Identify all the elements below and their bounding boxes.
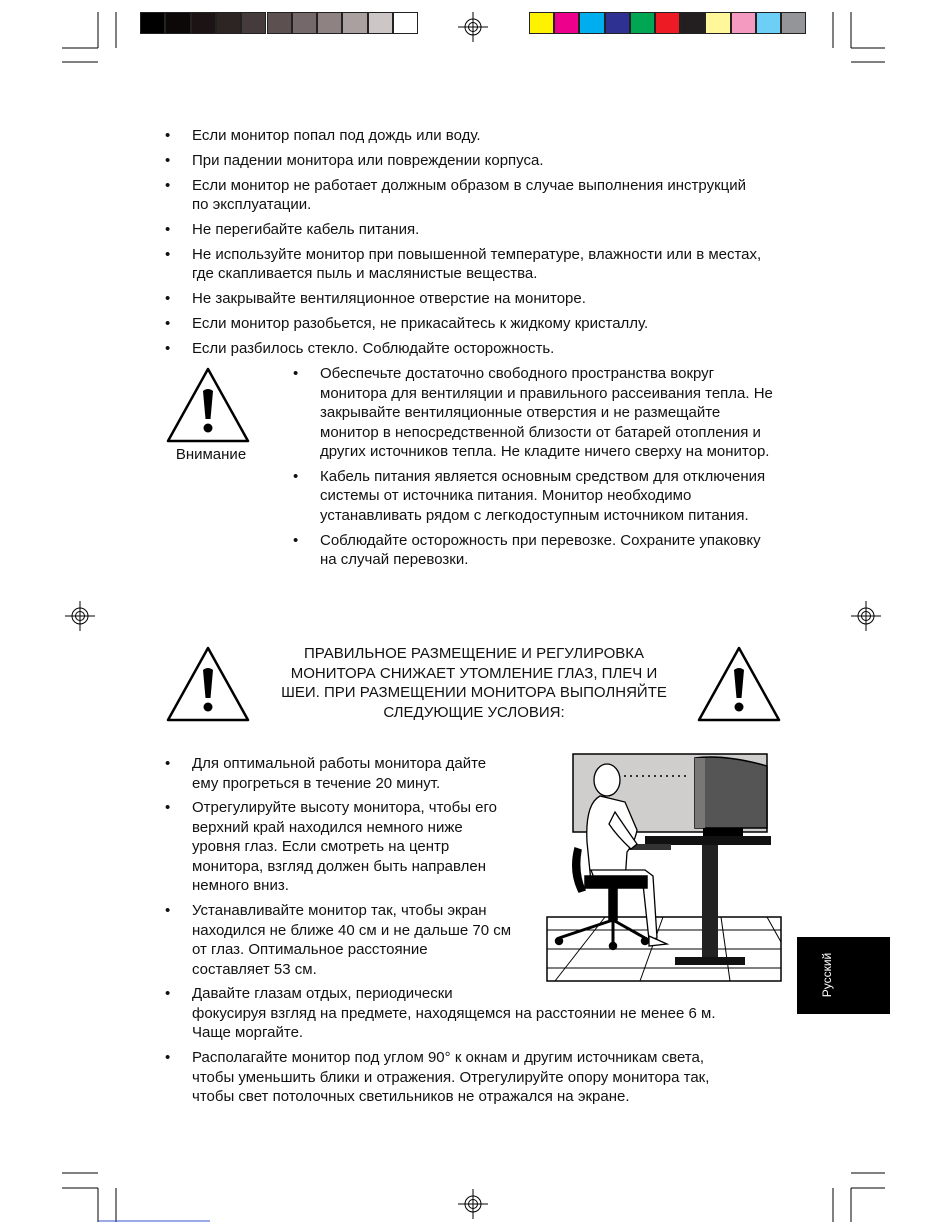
list-item: • Если монитор не работает должным образом в случае выполнения инструкций по эксплуатации. [165,176,765,215]
list-item [165,798,785,896]
language-side-tab-label: Русский [820,952,834,998]
list-item-line: Чаще моргайте. [192,1024,304,1042]
bottom-bullet-list [165,754,785,1112]
caution-bullet-list [293,364,779,575]
color-swatch [781,12,806,34]
list-item-line: • Устанавливайте монитор так, чтобы экран [192,902,487,920]
color-swatch [705,12,730,34]
list-item: • Если монитор попал под дождь или воду. [165,126,765,146]
list-item [165,1048,785,1107]
list-item-line: ему прогреться в течение 20 минут. [192,774,441,792]
warning-line: МОНИТОРА СНИЖАЕТ УТОМЛЕНИЕ ГЛАЗ, ПЛЕЧ И [290,664,658,682]
warning-heading [258,644,690,722]
color-swatch [680,12,705,34]
color-swatch [368,12,393,34]
list-item-line: • Располагайте монитор под углом 90° к окнам и другим источникам света, [192,1049,704,1067]
warning-line: ШЕИ. ПРИ РАЗМЕЩЕНИИ МОНИТОРА ВЫПОЛНЯЙТЕ [281,684,667,701]
list-item: • Не перегибайте кабель питания. [165,220,765,240]
list-item-line: фокусируя взгляд на предмете, находящемся на расстоянии не менее 6 м. [192,1004,716,1022]
list-item-line: монитора, взгляд должен быть направлен [192,857,487,875]
warning-line: ПРАВИЛЬНОЕ РАЗМЕЩЕНИЕ И РЕГУЛИРОВКА [303,645,644,662]
color-swatch [605,12,630,34]
language-side-tab [797,937,890,1014]
color-swatch [342,12,367,34]
list-item-line: верхний край находился немного ниже [192,818,463,836]
list-item-line: чтобы свет потолочных светильников не отражался на экране. [192,1088,630,1106]
list-item: • Соблюдайте осторожность при перевозке. Сохраните упаковку на случай перевозки. [293,531,779,570]
caution-label: Внимание [175,446,247,463]
registration-mark-top-icon [458,12,488,42]
list-item: • Не закрывайте вентиляционное отверстие на мониторе. [165,289,765,309]
color-swatch [579,12,604,34]
list-item: • Не используйте монитор при повышенной температуре, влажности или в местах, где скапливается пыль и маслянистые вещества. [165,245,765,284]
color-swatch [317,12,342,34]
list-item [165,754,785,793]
warning-triangle-left-icon [165,645,251,723]
list-item-line: немного вниз. [192,877,289,895]
registration-mark-right-icon [851,601,881,631]
registration-mark-bottom-icon [458,1189,488,1219]
list-item [165,984,785,1043]
warning-line: СЛЕДУЮЩИЕ УСЛОВИЯ: [383,703,565,721]
color-swatch [554,12,579,34]
list-item-line: составляет 53 см. [192,960,317,978]
list-item-line: от глаз. Оптимальное расстояние [192,941,428,959]
color-swatch [191,12,216,34]
list-item-line: • Давайте глазам отдых, периодически [192,985,453,1003]
color-swatch [292,12,317,34]
warning-triangle-right-icon [696,645,782,723]
list-item: • Обеспечьте достаточно свободного пространства вокруг монитора для вентиляции и правильного рассеивания тепла. Не закрывайте вентиляционные отверстия и не размещайте монитор в непосредственной близости от батарей отопления и других источников тепла. Не кладите ничего сверху на монитор. [293,364,779,462]
list-item [165,901,785,979]
color-swatch [655,12,680,34]
list-item-line: • Для оптимальной работы монитора дайте [192,755,487,772]
caution-triangle-icon [165,366,251,444]
color-swatch [216,12,241,34]
color-swatch [165,12,190,34]
list-item-line: чтобы уменьшить блики и отражения. Отрегулируйте опору монитора так, [192,1068,710,1086]
color-swatch [140,12,165,34]
top-bullet-list [165,126,765,363]
color-swatch [630,12,655,34]
list-item: • При падении монитора или повреждении корпуса. [165,151,765,171]
color-swatch [731,12,756,34]
list-item-line: уровня глаз. Если смотреть на центр [192,838,450,856]
list-item-line: • Отрегулируйте высоту монитора, чтобы его [192,799,498,817]
list-item: • Если разбилось стекло. Соблюдайте осторожность. [165,339,765,359]
color-swatch [529,12,554,34]
color-swatch [267,12,292,34]
color-swatch [756,12,781,34]
list-item: • Если монитор разобьется, не прикасайтесь к жидкому кристаллу. [165,314,765,334]
color-swatch [241,12,266,34]
list-item: • Кабель питания является основным средством для отключения системы от источника питания. Монитор необходимо устанавливать рядом с легкодоступным источником питания. [293,467,779,526]
color-swatch [393,12,418,34]
registration-mark-left-icon [65,601,95,631]
list-item-line: находился не ближе 40 см и не дальше 70 см [192,921,512,939]
